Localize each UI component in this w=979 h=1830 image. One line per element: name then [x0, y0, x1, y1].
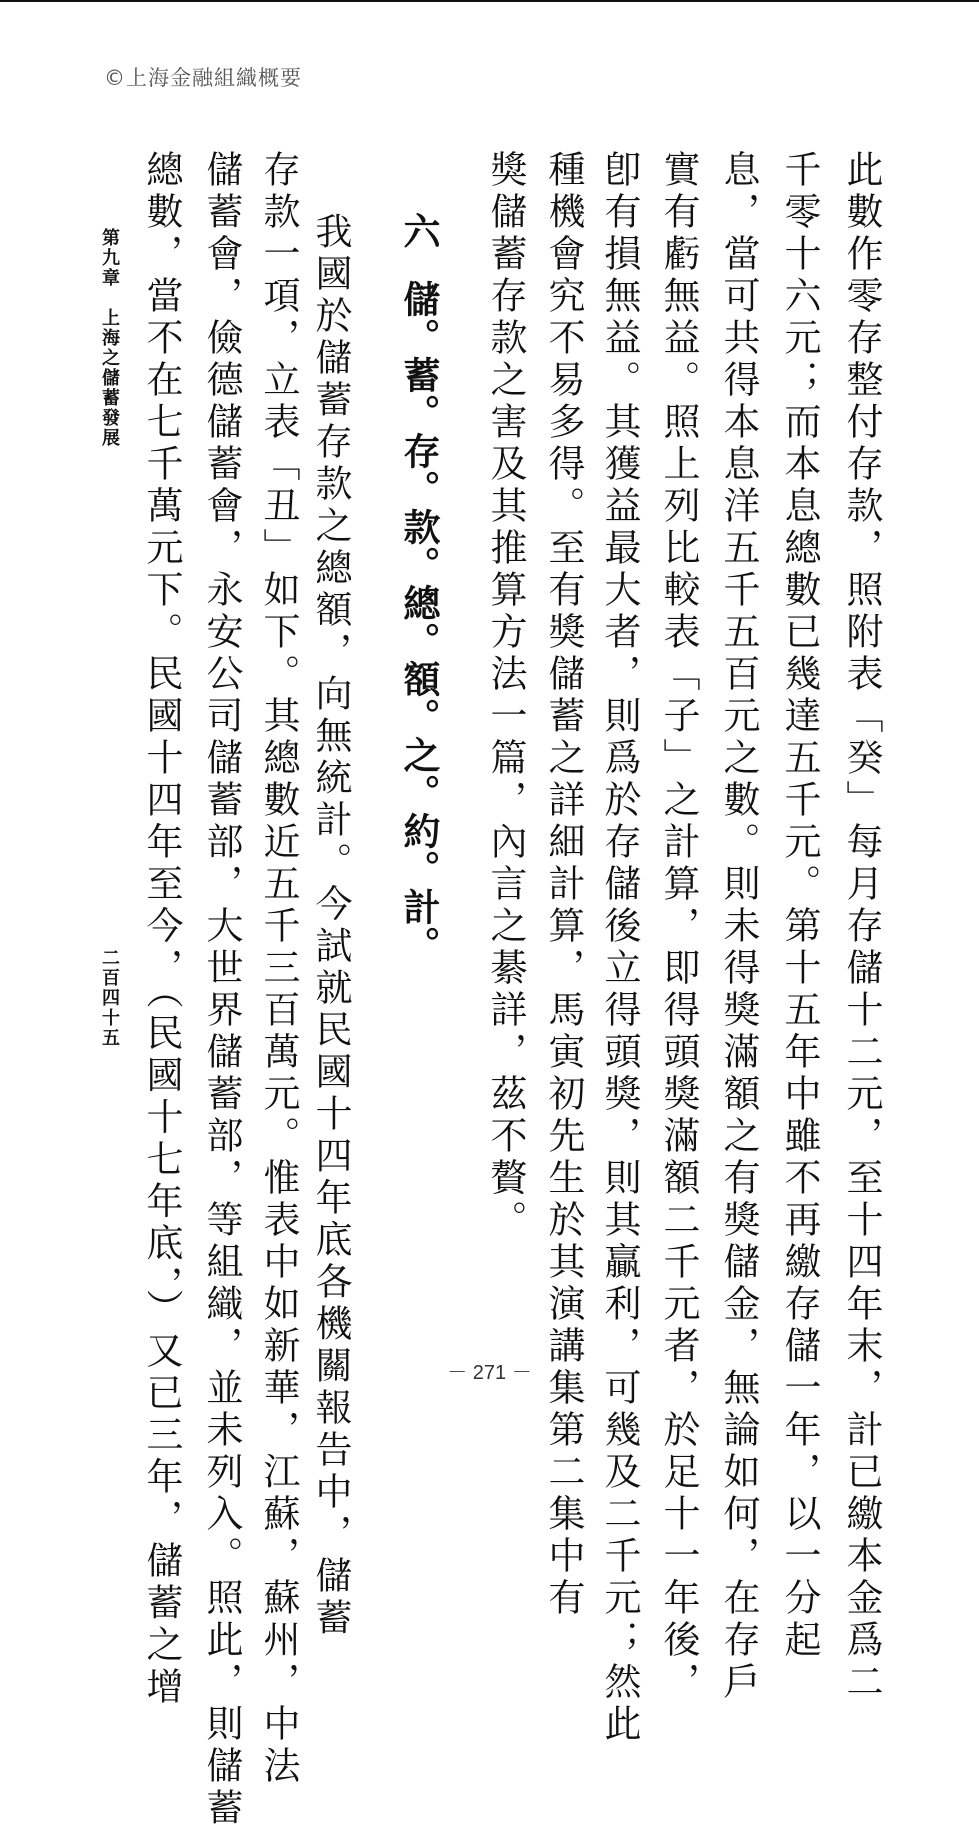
section-column-3: 儲蓄會，儉德儲蓄會，永安公司儲蓄部，大世界儲蓄部，等組織，並未列入。照此，則儲蓄 [200, 150, 243, 1830]
section-title: 儲。蓄。存。款。總。額。之。約。計。 [397, 280, 441, 964]
section-column-2: 存款一項，立表「丑」如下。其總數近五千三百萬元。惟表中如新華，江蘇，蘇州，中法 [257, 150, 300, 1788]
body-column-1: 此數作零存整付存款，照附表「癸」每月存儲十二元，至十四年末，計已繳本金爲二 [840, 150, 883, 1704]
body-column-6: 種機會究不易多得。至有獎儲蓄之詳細計算，馬寅初先生於其演講集第二集中有 [542, 150, 585, 1620]
body-column-5: 卽有損無益。其獲益最大者，則爲於存儲後立得頭獎，則其贏利，可幾及二千元；然此 [598, 150, 641, 1746]
body-column-3: 息，當可共得本息洋五千五百元之數。則未得獎滿額之有獎儲金，無論如何，在存戶 [717, 150, 760, 1704]
chapter-margin-label: 第九章 上海之儲蓄發展 [99, 228, 120, 448]
section-number: 六 [397, 212, 441, 254]
page-number: － 271 － [447, 1362, 532, 1384]
body-column-4: 實有虧無益。照上列比較表「子」之計算，即得頭獎滿額二千元者，於足十一年後， [657, 150, 700, 1704]
book-header-title: ©上海金融組織概要 [104, 66, 302, 90]
top-border-rule [0, 0, 979, 2]
body-column-2: 千零十六元；而本息總數已幾達五千元。第十五年中雖不再繳存儲一年，以一分起 [778, 150, 821, 1662]
section-column-1: 我國於儲蓄存款之總額，向無統計。今試就民國十四年底各機關報告中，儲蓄 [309, 212, 352, 1640]
section-column-4: 總數，當不在七千萬元下。民國十四年至今，（民國十七年底，）又已三年，儲蓄之增 [140, 150, 183, 1709]
body-column-7: 獎儲蓄存款之害及其推算方法一篇，內言之綦詳，茲不贅。 [484, 150, 527, 1242]
original-page-number: 二百四十五 [99, 948, 120, 1048]
